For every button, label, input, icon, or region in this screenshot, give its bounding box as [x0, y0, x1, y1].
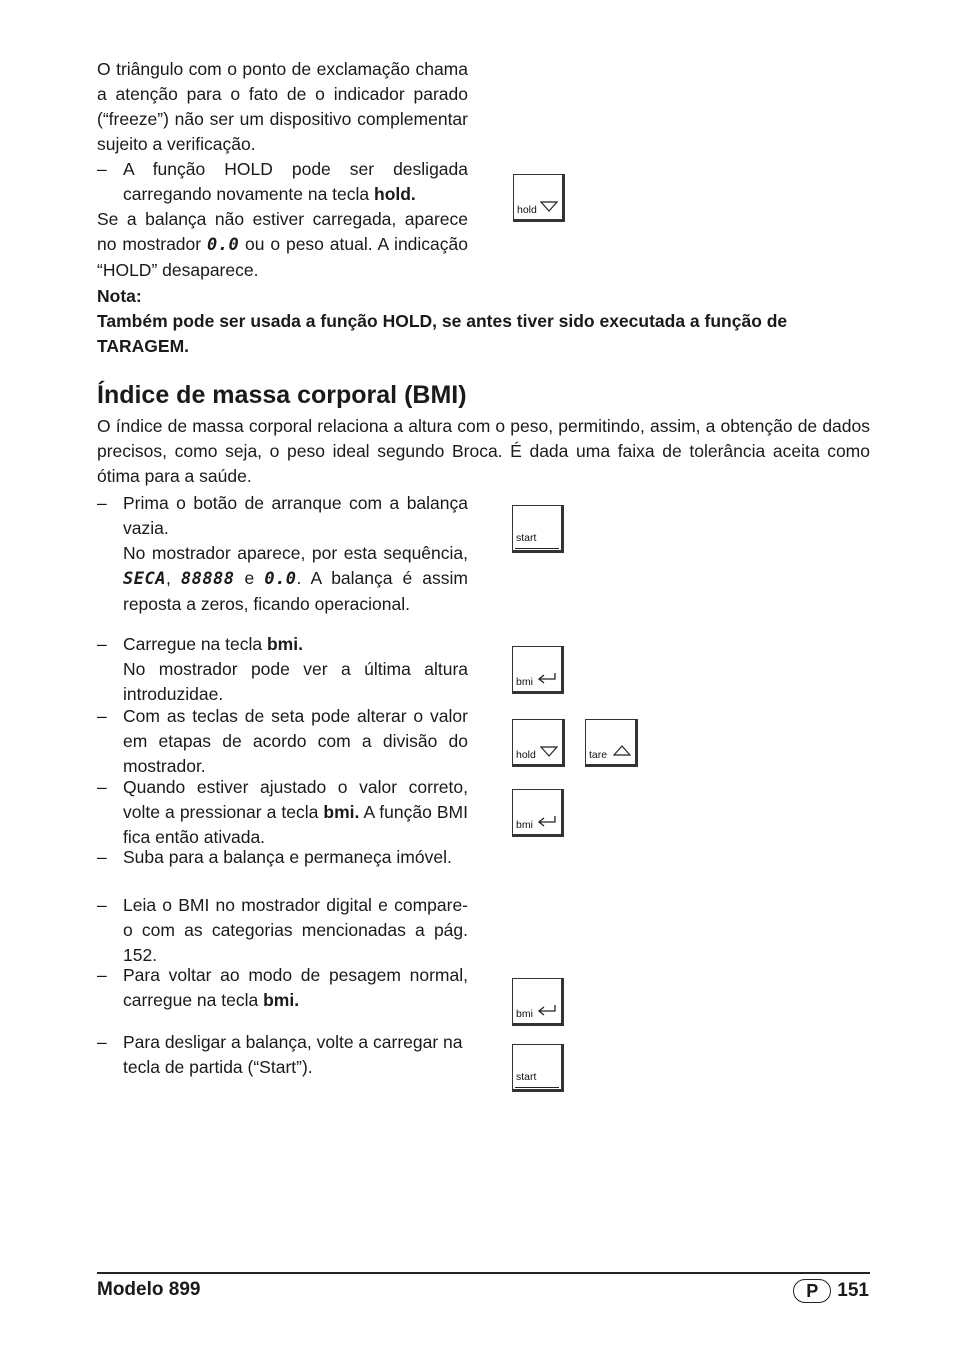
note-label: Nota: — [97, 286, 142, 306]
bmi-confirm-key[interactable]: bmi — [512, 789, 564, 837]
intro-paragraph: O triângulo com o ponto de exclamação chama a atenção para o fato de o indicador parado (“freeze”) não ser um dispositivo complementar sujeito a verificação. — [97, 59, 468, 154]
enter-arrow-icon — [537, 1003, 557, 1021]
lcd-88888: 88888 — [180, 569, 235, 589]
section-title: Índice de massa corporal (BMI) — [97, 381, 467, 409]
start-off-key[interactable]: start — [512, 1044, 564, 1092]
enter-arrow-icon — [537, 671, 557, 689]
language-badge: P — [793, 1279, 831, 1303]
lcd-display-text: 0.0 — [206, 235, 240, 255]
hold-key[interactable]: hold — [513, 174, 565, 222]
step-return: – Para voltar ao modo de pesagem normal, carregue na tecla bmi. — [97, 965, 468, 1010]
footer-page — [793, 1279, 869, 1303]
tare-arrow-key[interactable]: tare — [585, 719, 638, 767]
step-bmi: – Carregue na tecla bmi. No mostrador pode ver a última altura introduzidae. — [97, 634, 468, 704]
lcd-seca: SECA — [123, 569, 166, 589]
step-start: – Prima o botão de arranque com a balança vazia. No mostrador aparece, por esta sequência, SECA, 88888 e 0.0. A balança é assim reposta a zeros, ficando operacional. — [97, 493, 468, 614]
bullet-dash: – — [97, 159, 107, 179]
bmi-key[interactable]: bmi — [512, 646, 564, 694]
triangle-down-icon — [540, 744, 558, 762]
bmi-return-key[interactable]: bmi — [512, 978, 564, 1026]
hold-arrow-key[interactable]: hold — [512, 719, 565, 767]
step-stand: – Suba para a balança e permaneça imóvel. — [97, 847, 452, 867]
triangle-down-icon — [540, 199, 558, 217]
start-key[interactable]: start — [512, 505, 564, 553]
footer-rule — [97, 1272, 870, 1274]
step-confirm: – Quando estiver ajustado o valor correto, volte a pressionar a tecla bmi. A função BMI fica então ativada. — [97, 777, 468, 847]
enter-arrow-icon — [537, 814, 557, 832]
page-number: 151 — [837, 1280, 869, 1301]
note-text: Também pode ser usada a função HOLD, se antes tiver sido executada a função de TARAGEM. — [97, 311, 788, 356]
step-arrows: – Com as teclas de seta pode alterar o valor em etapas de acordo com a divisão do mostrador. — [97, 706, 468, 776]
step-off: – Para desligar a balança, volte a carregar na tecla de partida (“Start”). — [97, 1032, 463, 1077]
step-read: – Leia o BMI no mostrador digital e compare-o com as categorias mencionadas a pág. 152. — [97, 895, 468, 965]
section-intro: O índice de massa corporal relaciona a altura com o peso, permitindo, assim, a obtenção de dados precisos, como seja, o peso ideal segundo Broca. É dada uma faixa de tolerância aceita como ótima para a saúde. — [97, 416, 870, 486]
bullet-hold-off: – A função HOLD pode ser desligada carregando novamente na tecla hold. — [97, 159, 468, 204]
triangle-up-icon — [613, 744, 631, 762]
lcd-zero: 0.0 — [264, 569, 297, 589]
unloaded-paragraph: Se a balança não estiver carregada, aparece no mostrador 0.0 ou o peso atual. A indicação “HOLD” desaparece. — [97, 209, 468, 280]
footer-model: Modelo 899 — [97, 1279, 201, 1300]
